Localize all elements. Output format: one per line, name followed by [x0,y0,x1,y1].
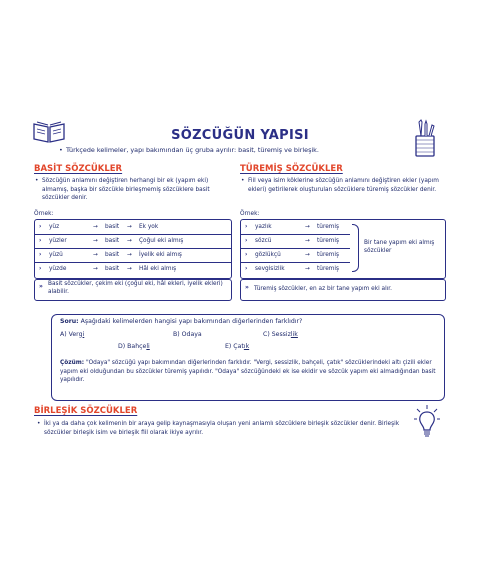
option-c: C) Sessizlik [263,331,298,338]
turemis-brace-note: Bir tane yapım eki almış sözcükler [364,240,435,254]
turemis-heading: TÜREMİŞ SÖZCÜKLER [240,164,343,174]
basit-footer: Basit sözcükler, çekim eki (çoğul eki, hâl ekleri, iyelik ekleri) alabilir. [48,281,223,295]
birlesik-heading: BİRLEŞİK SÖZCÜKLER [34,406,138,416]
page-title: SÖZCÜĞÜN YAPISI [171,128,309,143]
soru-box [51,314,445,401]
option-a: A) Vergi [60,331,85,338]
turemis-footer: Türemiş sözcükler, en az bir tane yapım eki alır. [254,286,392,292]
intro-text: • Türkçede kelimeler, yapı bakımından üç gruba ayrılır: basit, türemiş ve birleşik. [66,146,319,154]
basit-ornek-label: Örnek: [34,211,54,217]
turemis-ornek-label: Örnek: [240,211,260,217]
soru-question: Soru: Aşağıdaki kelimelerden hangisi yapı bakımından diğerlerinden farklıdır? [60,318,303,325]
lightbulb-icon [412,402,442,442]
option-b: B) Odaya [173,331,202,338]
brace [352,224,359,272]
option-e: E) Çatık [225,343,250,350]
option-d: D) Bahçeli [118,343,150,350]
basit-heading: BASİT SÖZCÜKLER [34,164,123,174]
basit-text: • Sözcüğün anlamını değiştiren herhangi bir ek (yapım eki) almamış, başka bir sözcükle birleşmemiş sözcüklere basit sözcükler denir. [42,177,230,203]
turemis-text: • Fiil veya isim köklerine sözcüğün anlamını değiştiren ekler (yapım ekleri) getirilerek oluşturulan sözcüklere türemiş sözcükler denir. [248,177,444,194]
birlesik-text: • İki ya da daha çok kelimenin bir araya gelip kaynaşmasıyla oluşan yeni anlamlı sözcüklere birleşik sözcükler denir. Birleşik sözcükler birleşik isim ve birleşik fiil olarak ikiye ayrılır. [44,420,414,437]
cozum-text: Çözüm: "Odaya" sözcüğü yapı bakımından diğerlerinden farklıdır. "Vergi, sessizlik, bahçeli, çatık" sözcüklerindeki altı çizili ekler yapım eki olduğundan bu sözcükler türemiş yapılıdır. "Odaya" sözcüğündeki ek ise ekidir ve sözcük yapım eki almadığından basit yapılıdır. [60,360,436,384]
